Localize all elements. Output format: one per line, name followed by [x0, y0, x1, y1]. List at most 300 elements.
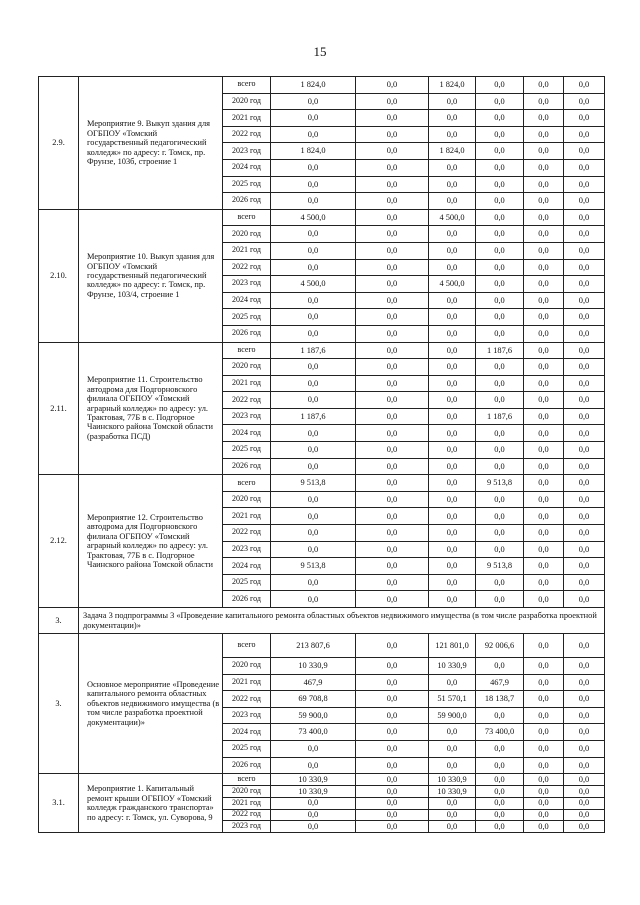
value-cell: 0,0: [476, 143, 524, 160]
value-cell: 0,0: [564, 292, 605, 309]
value-cell: 0,0: [524, 558, 564, 575]
value-cell: 0,0: [429, 93, 476, 110]
value-cell: 0,0: [564, 226, 605, 243]
value-cell: 0,0: [356, 458, 429, 475]
value-cell: 0,0: [564, 242, 605, 259]
value-cell: 59 900,0: [429, 707, 476, 724]
value-cell: 0,0: [564, 309, 605, 326]
value-cell: 0,0: [524, 658, 564, 675]
value-cell: 0,0: [271, 226, 356, 243]
value-cell: 0,0: [524, 159, 564, 176]
value-cell: 0,0: [356, 724, 429, 741]
value-cell: 0,0: [564, 591, 605, 608]
value-cell: 0,0: [429, 375, 476, 392]
value-cell: 0,0: [271, 574, 356, 591]
year-cell: 2020 год: [223, 359, 271, 376]
value-cell: 0,0: [429, 574, 476, 591]
value-cell: 0,0: [524, 209, 564, 226]
item-description: Мероприятие 12. Строительство автодрома для Подгорновского филиала ОГБПОУ «Томский аграрный колледж» по адресу: ул. Трактовая, 77Б в с. Подгорное Чаинского района Томской области: [79, 475, 223, 608]
value-cell: 0,0: [476, 425, 524, 442]
value-cell: 0,0: [476, 809, 524, 821]
value-cell: 0,0: [476, 226, 524, 243]
value-cell: 0,0: [476, 785, 524, 797]
value-cell: 0,0: [524, 591, 564, 608]
value-cell: 0,0: [564, 707, 605, 724]
value-cell: 0,0: [524, 93, 564, 110]
value-cell: 0,0: [271, 126, 356, 143]
year-cell: всего: [223, 475, 271, 492]
value-cell: 0,0: [564, 525, 605, 542]
value-cell: 0,0: [476, 126, 524, 143]
year-cell: 2024 год: [223, 292, 271, 309]
value-cell: 0,0: [271, 193, 356, 210]
year-cell: 2025 год: [223, 740, 271, 757]
value-cell: 0,0: [524, 797, 564, 809]
value-cell: 0,0: [356, 541, 429, 558]
value-cell: 0,0: [476, 375, 524, 392]
value-cell: 10 330,9: [429, 774, 476, 786]
value-cell: 0,0: [524, 821, 564, 833]
value-cell: 0,0: [356, 425, 429, 442]
value-cell: 0,0: [524, 475, 564, 492]
value-cell: 18 138,7: [476, 691, 524, 708]
year-cell: 2025 год: [223, 176, 271, 193]
value-cell: 0,0: [356, 491, 429, 508]
year-cell: 2023 год: [223, 541, 271, 558]
year-cell: всего: [223, 774, 271, 786]
value-cell: 0,0: [271, 292, 356, 309]
year-cell: 2022 год: [223, 691, 271, 708]
value-cell: 0,0: [476, 757, 524, 774]
value-cell: 0,0: [524, 691, 564, 708]
value-cell: 0,0: [429, 309, 476, 326]
value-cell: 0,0: [564, 574, 605, 591]
value-cell: 0,0: [524, 193, 564, 210]
value-cell: 10 330,9: [271, 658, 356, 675]
value-cell: 0,0: [271, 359, 356, 376]
table-row: [39, 77, 605, 94]
year-cell: 2020 год: [223, 658, 271, 675]
value-cell: 1 824,0: [429, 143, 476, 160]
year-cell: всего: [223, 342, 271, 359]
value-cell: 0,0: [356, 359, 429, 376]
table-row: [39, 634, 605, 658]
year-cell: 2021 год: [223, 674, 271, 691]
value-cell: 0,0: [564, 658, 605, 675]
value-cell: 0,0: [476, 658, 524, 675]
value-cell: 0,0: [356, 259, 429, 276]
value-cell: 0,0: [271, 325, 356, 342]
year-cell: 2026 год: [223, 458, 271, 475]
value-cell: 0,0: [271, 491, 356, 508]
year-cell: 2020 год: [223, 226, 271, 243]
value-cell: 0,0: [476, 525, 524, 542]
value-cell: 51 570,1: [429, 691, 476, 708]
value-cell: 0,0: [476, 309, 524, 326]
value-cell: 0,0: [524, 740, 564, 757]
value-cell: 0,0: [476, 159, 524, 176]
value-cell: 0,0: [429, 193, 476, 210]
value-cell: 0,0: [564, 458, 605, 475]
year-cell: 2025 год: [223, 574, 271, 591]
value-cell: 10 330,9: [271, 774, 356, 786]
value-cell: 0,0: [564, 408, 605, 425]
value-cell: 1 187,6: [476, 408, 524, 425]
value-cell: 0,0: [524, 458, 564, 475]
value-cell: 0,0: [356, 525, 429, 542]
year-cell: 2023 год: [223, 821, 271, 833]
value-cell: 0,0: [356, 159, 429, 176]
value-cell: 0,0: [356, 193, 429, 210]
value-cell: 0,0: [476, 325, 524, 342]
year-cell: 2022 год: [223, 809, 271, 821]
value-cell: 0,0: [429, 176, 476, 193]
value-cell: 0,0: [564, 143, 605, 160]
value-cell: 0,0: [564, 797, 605, 809]
value-cell: 10 330,9: [429, 785, 476, 797]
value-cell: 0,0: [356, 691, 429, 708]
value-cell: 0,0: [429, 757, 476, 774]
value-cell: 0,0: [429, 541, 476, 558]
value-cell: 0,0: [524, 724, 564, 741]
value-cell: 0,0: [356, 408, 429, 425]
year-cell: 2022 год: [223, 126, 271, 143]
value-cell: 1 187,6: [476, 342, 524, 359]
value-cell: 1 187,6: [271, 342, 356, 359]
year-cell: 2020 год: [223, 785, 271, 797]
year-cell: всего: [223, 209, 271, 226]
year-cell: 2026 год: [223, 325, 271, 342]
value-cell: 0,0: [429, 226, 476, 243]
value-cell: 0,0: [271, 508, 356, 525]
value-cell: 0,0: [271, 259, 356, 276]
value-cell: 0,0: [271, 242, 356, 259]
value-cell: 0,0: [564, 375, 605, 392]
value-cell: 0,0: [524, 176, 564, 193]
value-cell: 0,0: [476, 392, 524, 409]
value-cell: 0,0: [429, 342, 476, 359]
item-description: Мероприятие 1. Капитальный ремонт крыши ОГБПОУ «Томский колледж гражданского транспорта» по адресу: г. Томск, ул. Суворова, 9: [79, 774, 223, 833]
value-cell: 10 330,9: [271, 785, 356, 797]
value-cell: 0,0: [524, 809, 564, 821]
value-cell: 0,0: [356, 226, 429, 243]
year-cell: 2023 год: [223, 143, 271, 160]
value-cell: 0,0: [429, 525, 476, 542]
table-row: [39, 209, 605, 226]
task-number: 3.: [39, 608, 79, 634]
value-cell: 69 708,8: [271, 691, 356, 708]
value-cell: 0,0: [524, 491, 564, 508]
value-cell: 9 513,8: [271, 558, 356, 575]
value-cell: 0,0: [356, 591, 429, 608]
value-cell: 0,0: [564, 558, 605, 575]
value-cell: 0,0: [356, 392, 429, 409]
year-cell: 2022 год: [223, 525, 271, 542]
year-cell: 2021 год: [223, 242, 271, 259]
value-cell: 0,0: [356, 574, 429, 591]
page-number: 15: [313, 44, 327, 59]
value-cell: 0,0: [564, 774, 605, 786]
value-cell: 0,0: [564, 325, 605, 342]
value-cell: 0,0: [524, 143, 564, 160]
value-cell: 0,0: [564, 724, 605, 741]
value-cell: 0,0: [476, 821, 524, 833]
value-cell: 0,0: [476, 458, 524, 475]
value-cell: 0,0: [524, 126, 564, 143]
budget-table: [38, 76, 605, 833]
value-cell: 0,0: [429, 591, 476, 608]
value-cell: 0,0: [429, 740, 476, 757]
value-cell: 0,0: [564, 176, 605, 193]
value-cell: 0,0: [524, 674, 564, 691]
value-cell: 0,0: [524, 442, 564, 459]
value-cell: 73 400,0: [476, 724, 524, 741]
value-cell: 0,0: [564, 634, 605, 658]
value-cell: 1 824,0: [271, 77, 356, 94]
value-cell: 0,0: [564, 209, 605, 226]
value-cell: 0,0: [271, 110, 356, 127]
value-cell: 0,0: [356, 375, 429, 392]
value-cell: 10 330,9: [429, 658, 476, 675]
table-row: [39, 475, 605, 492]
value-cell: 0,0: [429, 821, 476, 833]
value-cell: 0,0: [476, 707, 524, 724]
value-cell: 0,0: [271, 757, 356, 774]
value-cell: 0,0: [429, 292, 476, 309]
value-cell: 0,0: [356, 674, 429, 691]
value-cell: 0,0: [524, 325, 564, 342]
value-cell: 1 824,0: [429, 77, 476, 94]
item-description: Мероприятие 11. Строительство автодрома для Подгорновского филиала ОГБПОУ «Томский аграрный колледж» по адресу: ул. Трактовая, 77Б в с. Подгорное Чаинского района Томской области (разработка ПСД): [79, 342, 223, 475]
value-cell: 0,0: [356, 475, 429, 492]
value-cell: 0,0: [356, 797, 429, 809]
value-cell: 467,9: [271, 674, 356, 691]
value-cell: 0,0: [524, 634, 564, 658]
value-cell: 0,0: [564, 541, 605, 558]
value-cell: 0,0: [524, 774, 564, 786]
item-description: Основное мероприятие «Проведение капитального ремонта областных объектов недвижимого имущества (в том числе разработка проектной документации)»: [79, 634, 223, 774]
value-cell: 0,0: [564, 110, 605, 127]
value-cell: 0,0: [564, 785, 605, 797]
value-cell: 59 900,0: [271, 707, 356, 724]
value-cell: 0,0: [476, 276, 524, 293]
value-cell: 0,0: [356, 309, 429, 326]
value-cell: 0,0: [356, 176, 429, 193]
value-cell: 0,0: [429, 259, 476, 276]
value-cell: 4 500,0: [271, 276, 356, 293]
value-cell: 0,0: [429, 325, 476, 342]
value-cell: 0,0: [524, 392, 564, 409]
value-cell: 0,0: [356, 110, 429, 127]
value-cell: 0,0: [524, 525, 564, 542]
value-cell: 0,0: [476, 292, 524, 309]
value-cell: 0,0: [564, 757, 605, 774]
item-number: 2.10.: [39, 209, 79, 342]
year-cell: 2024 год: [223, 558, 271, 575]
value-cell: 9 513,8: [476, 558, 524, 575]
value-cell: 0,0: [564, 442, 605, 459]
value-cell: 0,0: [271, 425, 356, 442]
value-cell: 1 187,6: [271, 408, 356, 425]
value-cell: 0,0: [564, 691, 605, 708]
value-cell: 0,0: [271, 176, 356, 193]
value-cell: 213 807,6: [271, 634, 356, 658]
value-cell: 4 500,0: [271, 209, 356, 226]
value-cell: 0,0: [429, 359, 476, 376]
value-cell: 0,0: [476, 774, 524, 786]
value-cell: 0,0: [271, 458, 356, 475]
value-cell: 0,0: [271, 442, 356, 459]
value-cell: 0,0: [524, 508, 564, 525]
value-cell: 0,0: [429, 558, 476, 575]
year-cell: 2024 год: [223, 159, 271, 176]
value-cell: 0,0: [356, 442, 429, 459]
year-cell: 2024 год: [223, 724, 271, 741]
value-cell: 0,0: [429, 491, 476, 508]
value-cell: 0,0: [356, 558, 429, 575]
value-cell: 0,0: [476, 93, 524, 110]
value-cell: 0,0: [429, 242, 476, 259]
value-cell: 0,0: [524, 425, 564, 442]
value-cell: 0,0: [524, 574, 564, 591]
value-cell: 0,0: [476, 77, 524, 94]
value-cell: 0,0: [476, 508, 524, 525]
value-cell: 0,0: [271, 809, 356, 821]
value-cell: 0,0: [564, 740, 605, 757]
value-cell: 0,0: [356, 209, 429, 226]
value-cell: 0,0: [564, 159, 605, 176]
year-cell: 2026 год: [223, 193, 271, 210]
value-cell: 0,0: [356, 143, 429, 160]
value-cell: 0,0: [524, 408, 564, 425]
value-cell: 0,0: [476, 491, 524, 508]
value-cell: 0,0: [524, 242, 564, 259]
year-cell: 2020 год: [223, 93, 271, 110]
value-cell: 0,0: [524, 757, 564, 774]
value-cell: 0,0: [356, 774, 429, 786]
value-cell: 0,0: [429, 392, 476, 409]
table-row: [39, 774, 605, 786]
year-cell: 2023 год: [223, 276, 271, 293]
value-cell: 0,0: [271, 541, 356, 558]
value-cell: 0,0: [524, 259, 564, 276]
value-cell: 0,0: [564, 425, 605, 442]
year-cell: 2021 год: [223, 110, 271, 127]
value-cell: 4 500,0: [429, 276, 476, 293]
value-cell: 0,0: [524, 785, 564, 797]
value-cell: 0,0: [429, 110, 476, 127]
value-cell: 0,0: [356, 292, 429, 309]
value-cell: 0,0: [356, 821, 429, 833]
task-row: [39, 608, 605, 634]
value-cell: 0,0: [524, 226, 564, 243]
item-number: 2.11.: [39, 342, 79, 475]
value-cell: 0,0: [524, 375, 564, 392]
value-cell: 0,0: [564, 392, 605, 409]
year-cell: 2025 год: [223, 442, 271, 459]
item-description: Мероприятие 9. Выкуп здания для ОГБПОУ «Томский государственный педагогический колледж» по адресу: г. Томск, пр. Фрунзе, 103б, строение 1: [79, 77, 223, 210]
value-cell: 0,0: [564, 342, 605, 359]
value-cell: 0,0: [356, 508, 429, 525]
value-cell: 9 513,8: [271, 475, 356, 492]
value-cell: 0,0: [476, 209, 524, 226]
value-cell: 9 513,8: [476, 475, 524, 492]
value-cell: 0,0: [564, 809, 605, 821]
value-cell: 0,0: [524, 292, 564, 309]
value-cell: 0,0: [476, 259, 524, 276]
value-cell: 0,0: [429, 809, 476, 821]
year-cell: 2020 год: [223, 491, 271, 508]
value-cell: 0,0: [429, 442, 476, 459]
value-cell: 0,0: [271, 797, 356, 809]
value-cell: 0,0: [476, 176, 524, 193]
value-cell: 0,0: [564, 193, 605, 210]
year-cell: 2026 год: [223, 591, 271, 608]
item-number: 3.1.: [39, 774, 79, 833]
year-cell: 2021 год: [223, 508, 271, 525]
year-cell: 2021 год: [223, 375, 271, 392]
value-cell: 0,0: [476, 242, 524, 259]
value-cell: 0,0: [271, 821, 356, 833]
value-cell: 0,0: [429, 126, 476, 143]
value-cell: 0,0: [429, 674, 476, 691]
year-cell: всего: [223, 634, 271, 658]
value-cell: 121 801,0: [429, 634, 476, 658]
value-cell: 0,0: [476, 740, 524, 757]
value-cell: 0,0: [429, 797, 476, 809]
value-cell: 0,0: [476, 591, 524, 608]
value-cell: 0,0: [271, 525, 356, 542]
value-cell: 0,0: [524, 342, 564, 359]
value-cell: 0,0: [356, 126, 429, 143]
value-cell: 0,0: [564, 491, 605, 508]
task-text: Задача 3 подпрограммы 3 «Проведение капитального ремонта областных объектов недвижимого имущества (в том числе разработка проектной документации)»: [79, 608, 605, 634]
value-cell: 467,9: [476, 674, 524, 691]
value-cell: 0,0: [564, 359, 605, 376]
year-cell: 2022 год: [223, 392, 271, 409]
value-cell: 0,0: [271, 309, 356, 326]
value-cell: 0,0: [271, 740, 356, 757]
value-cell: 0,0: [356, 93, 429, 110]
value-cell: 0,0: [476, 541, 524, 558]
value-cell: 0,0: [356, 809, 429, 821]
table-row: [39, 342, 605, 359]
value-cell: 0,0: [271, 591, 356, 608]
value-cell: 0,0: [564, 475, 605, 492]
value-cell: 0,0: [476, 110, 524, 127]
year-cell: 2025 год: [223, 309, 271, 326]
value-cell: 0,0: [429, 425, 476, 442]
item-number: 3.: [39, 634, 79, 774]
value-cell: 0,0: [564, 821, 605, 833]
year-cell: всего: [223, 77, 271, 94]
value-cell: 0,0: [476, 574, 524, 591]
item-number: 2.12.: [39, 475, 79, 608]
value-cell: 1 824,0: [271, 143, 356, 160]
value-cell: 0,0: [429, 458, 476, 475]
value-cell: 0,0: [476, 797, 524, 809]
value-cell: 92 006,6: [476, 634, 524, 658]
year-cell: 2026 год: [223, 757, 271, 774]
value-cell: 0,0: [356, 325, 429, 342]
value-cell: 0,0: [524, 110, 564, 127]
value-cell: 0,0: [524, 359, 564, 376]
value-cell: 0,0: [524, 541, 564, 558]
value-cell: 0,0: [564, 259, 605, 276]
value-cell: 0,0: [429, 159, 476, 176]
item-number: 2.9.: [39, 77, 79, 210]
value-cell: 0,0: [271, 392, 356, 409]
